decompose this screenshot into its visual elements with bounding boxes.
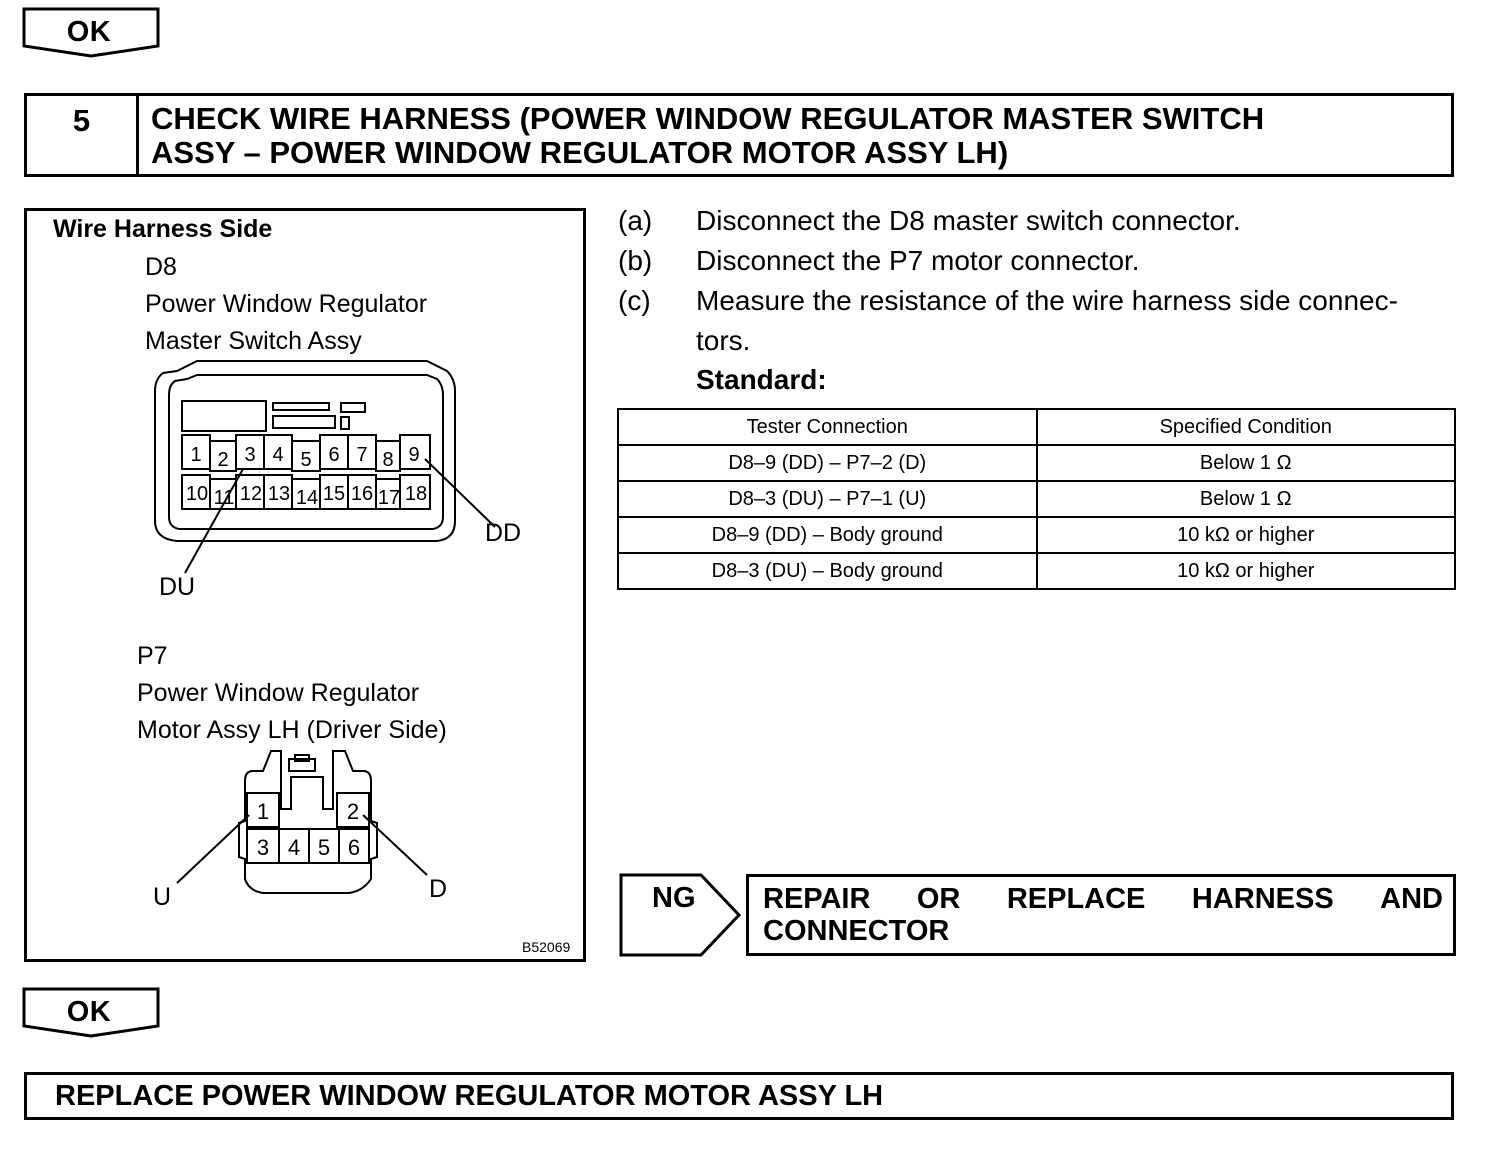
d8-pin-label: 18 — [404, 483, 428, 505]
d8-pin-label: 16 — [350, 483, 374, 505]
connector-drawing — [27, 211, 583, 959]
instruction-label: (a) — [618, 205, 653, 236]
ng-result-box — [746, 874, 1456, 956]
table-cell: 10 kΩ or higher — [1037, 517, 1456, 553]
d8-pin-labels — [186, 444, 427, 509]
instruction-text: Disconnect the D8 master switch connector. — [696, 205, 1241, 236]
u-callout: U — [153, 883, 172, 911]
d8-pin-label: 4 — [272, 444, 284, 466]
ng-result-word: REPAIR — [763, 883, 871, 915]
figure-image-code: B52069 — [522, 939, 571, 955]
d8-name-line2: Master Switch Assy — [145, 327, 362, 355]
standard-label: Standard: — [696, 364, 827, 395]
ng-result-word: AND — [1380, 883, 1443, 915]
p7-pin-label: 6 — [347, 835, 361, 860]
d-leader-line — [363, 815, 427, 875]
d8-pin-label: 15 — [322, 483, 346, 505]
step-number: 5 — [27, 96, 139, 174]
dd-callout: DD — [485, 519, 522, 547]
instruction-label: (c) — [618, 285, 651, 316]
ng-result-line1 — [763, 883, 1443, 916]
step-title — [151, 102, 1441, 170]
p7-name-line1: Power Window Regulator — [137, 679, 420, 707]
ng-result-word: HARNESS — [1191, 883, 1334, 915]
table-cell: D8–9 (DD) – P7–2 (D) — [618, 445, 1037, 481]
table-row — [618, 481, 1455, 517]
table-cell: D8–3 (DU) – P7–1 (U) — [618, 481, 1037, 517]
step-title-line1: CHECK WIRE HARNESS (POWER WINDOW REGULATOR MASTER SWITCH — [151, 101, 1265, 136]
du-callout: DU — [159, 573, 196, 601]
table-cell: D8–9 (DD) – Body ground — [618, 517, 1037, 553]
ng-result-line2: CONNECTOR — [763, 915, 950, 947]
d8-pin-label: 12 — [239, 483, 263, 505]
step-title-line2: ASSY – POWER WINDOW REGULATOR MOTOR ASSY LH) — [151, 135, 1009, 170]
d8-pin-label: 17 — [377, 487, 401, 509]
instruction-label: (b) — [618, 245, 653, 276]
p7-pin-label: 5 — [317, 835, 331, 860]
instruction-text: Measure the resistance of the wire harness side connec- — [696, 285, 1398, 316]
final-action-box — [24, 1072, 1454, 1120]
instruction-text: Disconnect the P7 motor connector. — [696, 245, 1140, 276]
connector-figure — [24, 208, 586, 962]
d8-latch-large — [182, 401, 266, 431]
table-row — [618, 517, 1455, 553]
final-action-text: REPLACE POWER WINDOW REGULATOR MOTOR ASSY LH — [55, 1080, 884, 1112]
table-row — [618, 445, 1455, 481]
table-cell: Below 1 Ω — [1037, 481, 1456, 517]
ok-flag-top — [22, 6, 160, 58]
d8-pin-label: 13 — [267, 483, 291, 505]
d8-pin-label: 9 — [408, 444, 420, 466]
ng-result-word: REPLACE — [1006, 883, 1146, 915]
d8-pin-label: 14 — [295, 487, 319, 509]
p7-pin-label: 2 — [346, 799, 360, 824]
d8-latch-slot-1 — [273, 403, 329, 410]
d8-pin-label: 2 — [217, 449, 229, 471]
instruction-c-continued: tors. — [696, 325, 751, 356]
d8-latch-slot-4 — [341, 417, 349, 429]
p7-name-line2: Motor Assy LH (Driver Side) — [137, 716, 447, 744]
table-header-row — [618, 409, 1455, 445]
d8-code: D8 — [145, 253, 177, 281]
table-header-cell: Tester Connection — [618, 409, 1037, 445]
d8-pin-label: 11 — [213, 487, 235, 509]
d8-pin-label: 6 — [328, 444, 340, 466]
ng-flag-label: NG — [652, 882, 696, 914]
d8-pin-label: 10 — [185, 483, 209, 505]
ng-result-word: OR — [916, 883, 961, 915]
table-cell: D8–3 (DU) – Body ground — [618, 553, 1037, 589]
table-header-cell: Specified Condition — [1037, 409, 1456, 445]
ok-flag-label: OK — [66, 16, 112, 48]
specification-table — [617, 408, 1456, 590]
table-row — [618, 553, 1455, 589]
d8-pin-label: 7 — [356, 444, 368, 466]
d8-pin-label: 5 — [300, 449, 312, 471]
d8-latch-slot-3 — [341, 403, 365, 412]
d8-name-line1: Power Window Regulator — [145, 290, 428, 318]
d-callout: D — [429, 875, 448, 903]
p7-code: P7 — [137, 642, 168, 670]
d8-pin-label: 1 — [190, 444, 202, 466]
figure-heading: Wire Harness Side — [53, 215, 273, 243]
p7-pin-label: 3 — [256, 835, 270, 860]
ok-flag-label: OK — [66, 996, 112, 1028]
step-header — [24, 93, 1454, 177]
table-cell: Below 1 Ω — [1037, 445, 1456, 481]
ok-flag-bottom — [22, 986, 160, 1038]
dd-leader-line — [425, 459, 495, 527]
d8-pin-label: 8 — [382, 449, 394, 471]
d8-pin-label: 3 — [244, 444, 256, 466]
table-cell: 10 kΩ or higher — [1037, 553, 1456, 589]
p7-pin-label: 4 — [287, 835, 301, 860]
p7-pin-label: 1 — [256, 799, 270, 824]
d8-latch-slot-2 — [273, 416, 335, 428]
